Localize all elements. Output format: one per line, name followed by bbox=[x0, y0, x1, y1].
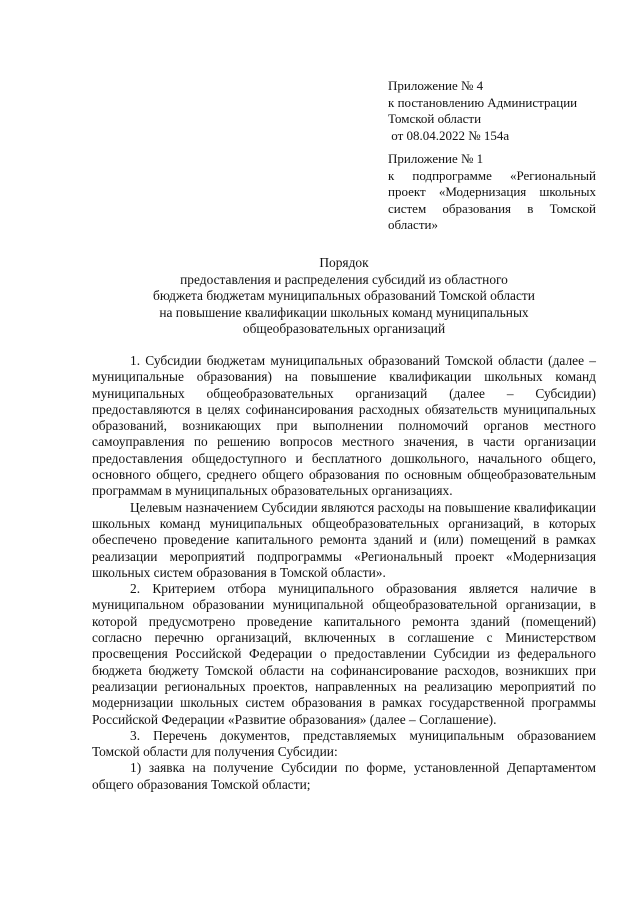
title-line: предоставления и распределения субсидий из областного bbox=[180, 271, 508, 287]
appendix-main-line: Томской области bbox=[388, 111, 482, 126]
document-body bbox=[92, 353, 596, 793]
paragraph-4: 3. Перечень документов, представляемых муниципальным образованием Томской области для получения Субсидии: bbox=[92, 727, 596, 760]
title-line: Порядок bbox=[319, 255, 369, 270]
appendix-main-line: Приложение № 4 bbox=[388, 78, 484, 93]
document-title bbox=[92, 255, 596, 338]
appendix-sub-text: к подпрограмме «Региональный проект «Модернизация школьных систем образования в Томской области» bbox=[388, 167, 596, 232]
appendix-sub-header bbox=[388, 151, 596, 234]
paragraph-3: 2. Критерием отбора муниципального образования является наличие в муниципальном образовании муниципальной общеобразовательной организации, в которой предусмотрено проведение капитального ремонта зданий (помещений) согласно перечню организаций, включенных в соглашение с Министерством просвещения Российской Федерации о предоставлении Субсидии из федерального бюджета бюджету Томской области на софинансирование расходов, возникших при реализации региональных проектов, направленных на реализацию мероприятий по модернизации школьных систем образования в рамках государственной программы Российской Федерации «Развитие образования» (далее – Соглашение). bbox=[92, 581, 596, 727]
title-line: на повышение квалификации школьных команд муниципальных bbox=[159, 304, 529, 320]
paragraph-2: Целевым назначением Субсидии являются расходы на повышение квалификации школьных команд муниципальных общеобразовательных организаций, в которых обеспечено проведение капитального ремонта зданий и (или) помещений в рамках реализации мероприятий подпрограммы «Региональный проект «Модернизация школьных систем образования в Томской области». bbox=[92, 499, 596, 580]
title-line: бюджета бюджетам муниципальных образований Томской области bbox=[153, 288, 535, 303]
appendix-main-line: к постановлению Администрации bbox=[388, 94, 578, 110]
paragraph-5: 1) заявка на получение Субсидии по форме, установленной Департаментом общего образования Томской области; bbox=[92, 760, 596, 792]
appendix-main-header bbox=[388, 78, 596, 144]
appendix-sub-heading: Приложение № 1 bbox=[388, 151, 484, 166]
paragraph-1: 1. Субсидии бюджетам муниципальных образований Томской области (далее – муниципальные образования) на повышение квалификации школьных команд муниципальных общеобразовательных организаций (далее – Субсидии) предоставляются в целях софинансирования расходных обязательств муниципальных образований, возникающих при выполнении полномочий органов местного самоуправления по решению вопросов местного значения, в части организации предоставления общедоступного и бесплатного дошкольного, начального общего, основного общего, среднего общего образования по основным общеобразовательным программам в муниципальных образовательных организациях. bbox=[92, 353, 596, 499]
appendix-main-line: от 08.04.2022 № 154а bbox=[388, 127, 510, 143]
title-line: общеобразовательных организаций bbox=[242, 321, 446, 336]
